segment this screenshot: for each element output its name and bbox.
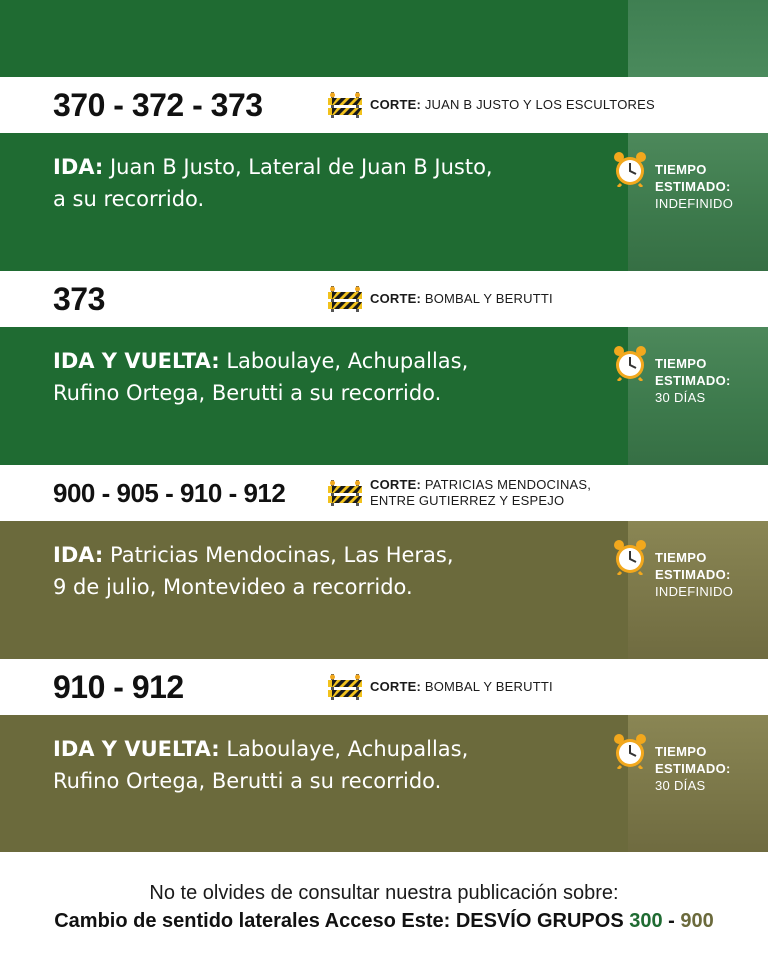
route-header-2: [0, 271, 768, 327]
estimado-label: ESTIMADO:: [655, 567, 731, 582]
tiempo-label: TIEMPO: [655, 744, 707, 759]
desc-line: Patricias Mendocinas, Las Heras,: [109, 543, 454, 567]
tiempo-estimado: [655, 355, 731, 406]
corte-label: CORTE:: [370, 477, 422, 492]
route-band-3: [0, 521, 768, 659]
tiempo-estimado: [655, 743, 731, 794]
route-numbers: 910 - 912: [53, 668, 184, 705]
tiempo-value: INDEFINIDO: [655, 196, 734, 211]
tiempo-value: INDEFINIDO: [655, 584, 734, 599]
footer-publication-title[interactable]: [0, 910, 768, 933]
desc-line: Rufino Ortega, Berutti a su recorrido.: [53, 769, 442, 793]
route-description: [53, 733, 593, 797]
route-header-1: [0, 77, 768, 133]
route-band-2: [0, 327, 768, 465]
road-barrier-icon: [328, 480, 362, 506]
footer-title-text: Cambio de sentido laterales Acceso Este: DESVÍO GRUPOS: [54, 910, 624, 932]
alarm-clock-icon: [612, 345, 648, 381]
route-description: [53, 151, 593, 215]
corte-text: [370, 97, 655, 113]
corte-line: JUAN B JUSTO Y LOS ESCULTORES: [424, 97, 655, 112]
desc-line: Rufino Ortega, Berutti a su recorrido.: [53, 381, 442, 405]
desc-label: IDA:: [53, 543, 104, 567]
route-numbers: 373: [53, 280, 105, 317]
route-band-4: [0, 715, 768, 852]
desc-label: IDA Y VUELTA:: [53, 349, 220, 373]
corte-line: BOMBAL Y BERUTTI: [424, 291, 553, 306]
corte-info: [328, 92, 655, 118]
route-header-3: [0, 465, 768, 521]
desc-label: IDA Y VUELTA:: [53, 737, 220, 761]
corte-label: CORTE:: [370, 291, 422, 306]
tiempo-label: TIEMPO: [655, 550, 707, 565]
road-barrier-icon: [328, 674, 362, 700]
desc-line: Juan B Justo, Lateral de Juan B Justo,: [109, 155, 493, 179]
route-header-4: [0, 659, 768, 715]
corte-label: CORTE:: [370, 97, 422, 112]
route-description: [53, 539, 593, 603]
corte-text: [370, 679, 553, 695]
road-barrier-icon: [328, 92, 362, 118]
route-numbers: 900 - 905 - 910 - 912: [53, 477, 286, 508]
desc-line: a su recorrido.: [53, 187, 205, 211]
route-description: [53, 345, 593, 409]
alarm-clock-icon: [612, 151, 648, 187]
desc-line: Laboulaye, Achupallas,: [226, 737, 469, 761]
corte-text: [370, 291, 553, 307]
top-photo-strip: [628, 0, 768, 77]
tiempo-label: TIEMPO: [655, 356, 707, 371]
corte-line: BOMBAL Y BERUTTI: [424, 679, 553, 694]
corte-line: ENTRE GUTIERREZ Y ESPEJO: [370, 493, 565, 508]
corte-text: [370, 477, 591, 509]
estimado-label: ESTIMADO:: [655, 179, 731, 194]
corte-label: CORTE:: [370, 679, 422, 694]
route-numbers: 370 - 372 - 373: [53, 86, 263, 123]
group-separator: -: [668, 910, 675, 932]
tiempo-label: TIEMPO: [655, 162, 707, 177]
estimado-label: ESTIMADO:: [655, 373, 731, 388]
estimado-label: ESTIMADO:: [655, 761, 731, 776]
desc-line: 9 de julio, Montevideo a recorrido.: [53, 575, 413, 599]
tiempo-estimado: [655, 161, 733, 212]
footer: [0, 852, 768, 960]
group-900-label: 900: [680, 910, 714, 932]
corte-line: PATRICIAS MENDOCINAS,: [424, 477, 592, 492]
footer-reminder: No te olvides de consultar nuestra publicación sobre:: [149, 882, 619, 904]
tiempo-value: 30 DÍAS: [655, 778, 706, 793]
alarm-clock-icon: [612, 733, 648, 769]
corte-info: [328, 674, 553, 700]
corte-info: [328, 286, 553, 312]
route-band-1: [0, 133, 768, 271]
tiempo-estimado: [655, 549, 733, 600]
tiempo-value: 30 DÍAS: [655, 390, 706, 405]
group-300-label: 300: [629, 910, 663, 932]
desc-label: IDA:: [53, 155, 104, 179]
road-barrier-icon: [328, 286, 362, 312]
corte-info: [328, 477, 591, 509]
desc-line: Laboulaye, Achupallas,: [226, 349, 469, 373]
alarm-clock-icon: [612, 539, 648, 575]
